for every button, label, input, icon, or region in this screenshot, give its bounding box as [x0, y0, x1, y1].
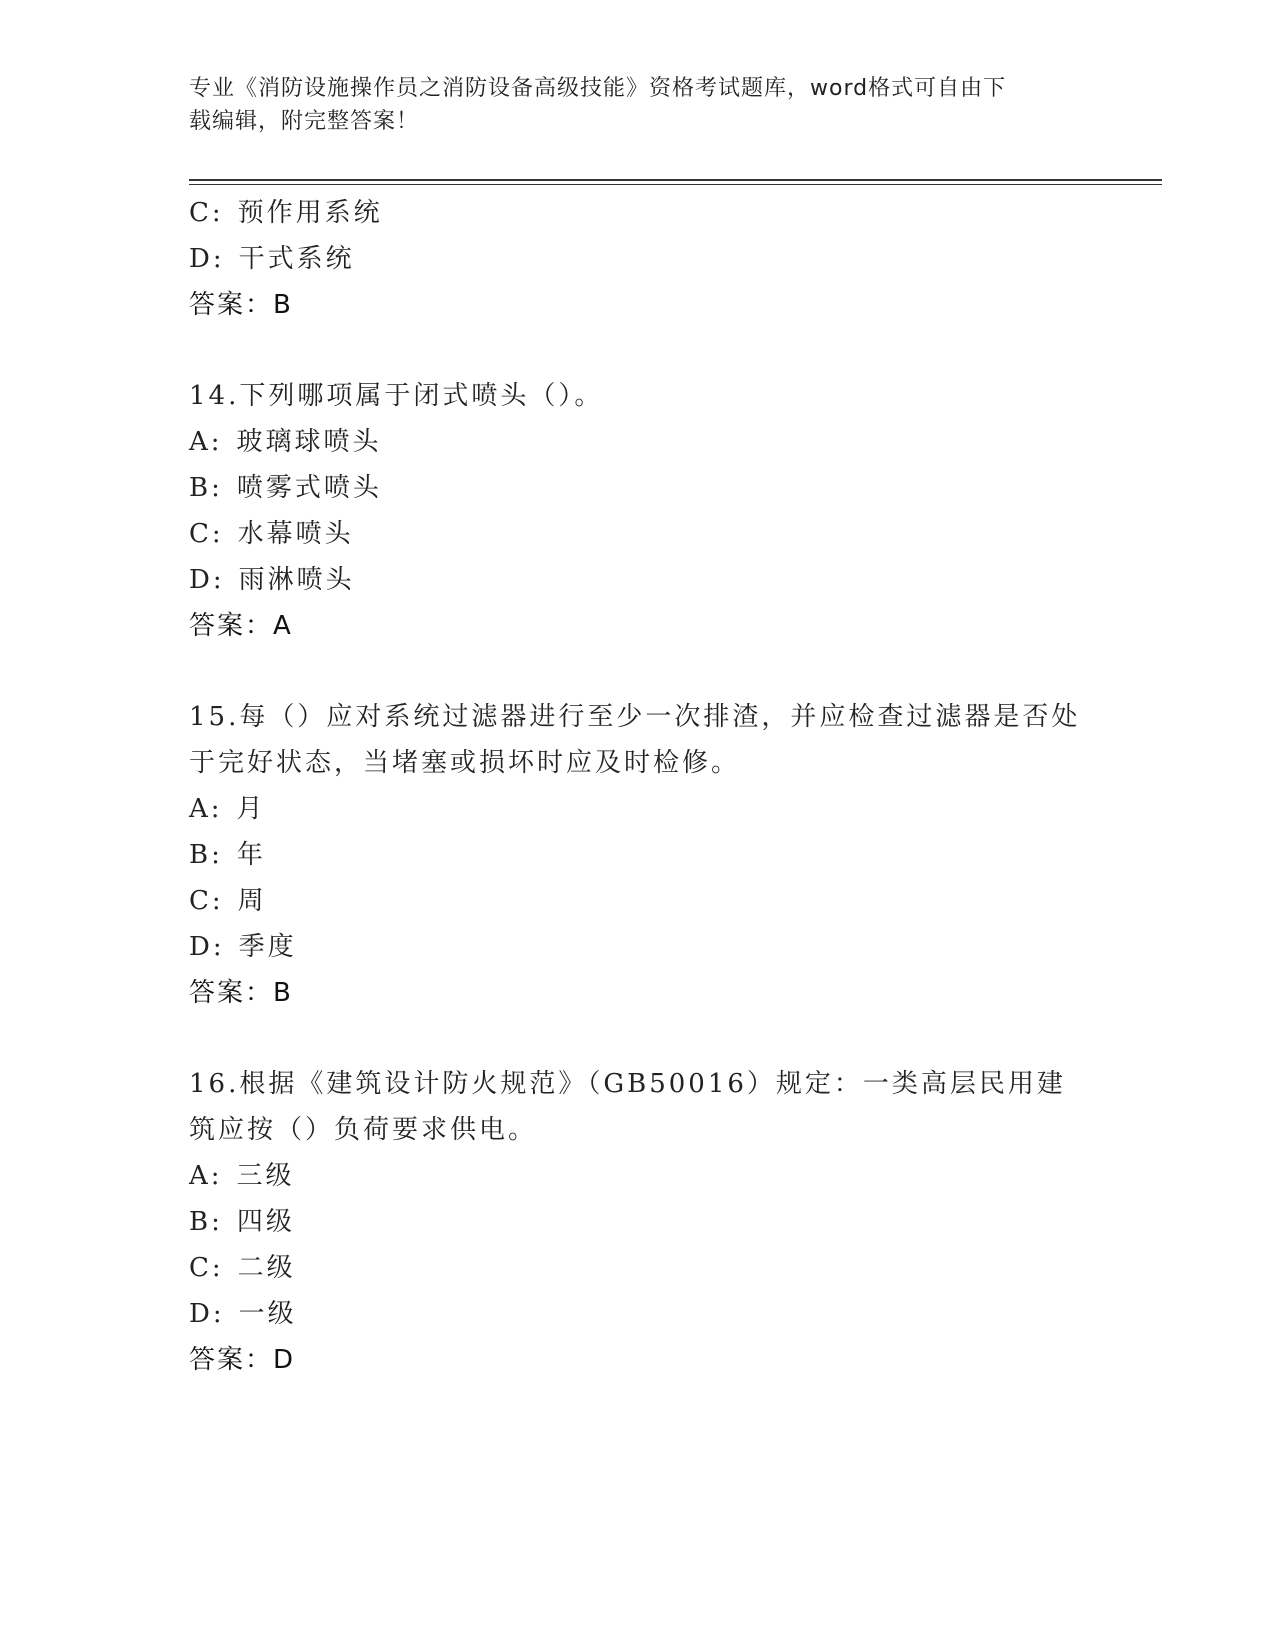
header-line-1: 专业《消防设施操作员之消防设备高级技能》资格考试题库，word格式可自由下 [189, 76, 1007, 101]
option-c: C: 二级 [189, 1253, 296, 1283]
question-stem: 14.下列哪项属于闭式喷头（）。 [189, 381, 604, 411]
option-b: B: 喷雾式喷头 [189, 473, 382, 503]
question-stem: 15.每（）应对系统过滤器进行至少一次排渣，并应检查过滤器是否处于完好状态，当堵塞或损坏时应及时检修。 [189, 702, 1081, 778]
answer-line: 答案：A [189, 611, 293, 641]
option-a: A: 月 [189, 794, 266, 824]
option-b: B: 年 [189, 840, 266, 870]
option-b: B: 四级 [189, 1207, 295, 1237]
header-divider-thick [189, 179, 1162, 181]
option-c: C: 预作用系统 [189, 198, 383, 228]
question-13-continued [189, 190, 1089, 328]
option-a: A: 三级 [189, 1161, 295, 1191]
option-a: A: 玻璃球喷头 [189, 427, 382, 457]
question-14 [189, 373, 1089, 649]
question-list [189, 190, 1089, 1383]
option-d: D: 一级 [189, 1299, 297, 1329]
answer-line: 答案：B [189, 978, 293, 1008]
option-d: D: 季度 [189, 932, 297, 962]
answer-line: 答案：D [189, 1345, 296, 1375]
question-16 [189, 1061, 1089, 1383]
option-c: C: 周 [189, 886, 267, 916]
header-line-2: 载编辑，附完整答案！ [189, 109, 420, 134]
option-c: C: 水幕喷头 [189, 519, 354, 549]
question-15 [189, 694, 1089, 1016]
question-stem: 16.根据《建筑设计防火规范》（GB50016）规定：一类高层民用建筑应按（）负荷要求供电。 [189, 1069, 1066, 1145]
document-header [189, 72, 1079, 138]
option-d: D: 干式系统 [189, 244, 355, 274]
option-d: D: 雨淋喷头 [189, 565, 355, 595]
answer-line: 答案：B [189, 290, 293, 320]
header-divider-thin [189, 184, 1162, 185]
